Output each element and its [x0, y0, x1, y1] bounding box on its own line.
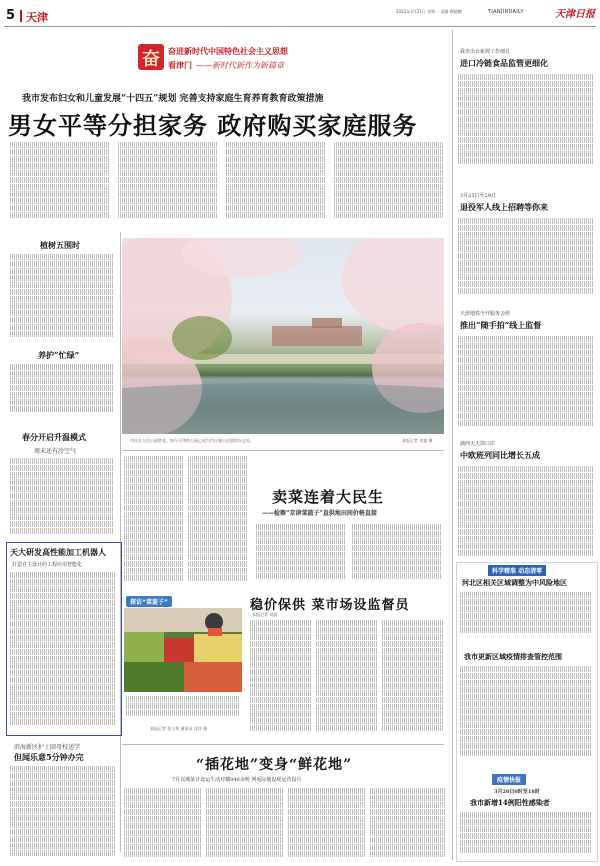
feature-text-e	[250, 620, 312, 736]
right-title-1: 进口冷链食品监管更细化	[460, 58, 548, 68]
feature-text-a	[124, 456, 184, 586]
right-kicker-2: 3月25日至29日	[460, 193, 496, 199]
right-text-3	[458, 336, 594, 432]
covid-banner: 疫情快报	[492, 774, 526, 785]
photo-caption: 市民在人民公园赏花。如今天津的公园已成为市民春日出游的好去处。	[130, 438, 254, 443]
feature-text-f	[316, 620, 378, 736]
feature-second-title: 稳价保供 菜市场设监督员	[250, 598, 410, 613]
boxed-title: 天大研发高性能加工机器人	[10, 547, 106, 557]
vegetable-photo	[124, 608, 242, 692]
feature-text-g	[382, 620, 444, 736]
left-item-title-3: 春分开启升温模式	[22, 432, 86, 442]
vegetable-art	[124, 608, 242, 692]
lead-text-col1	[10, 142, 110, 222]
header-divider-bar	[20, 10, 22, 22]
lead-kicker: 我市发布妇女和儿童发展“十四五”规划 完善支持家庭生育养育教育政策措施	[22, 94, 324, 104]
covid-item-1: 河北区相关区域调整为中风险地区	[462, 578, 567, 587]
right-title-3: 推出“随手拍”线上监督	[460, 320, 542, 330]
paper-name: 天津日报	[555, 9, 595, 20]
feature-bottom-rule	[122, 744, 444, 745]
lead-text-col4	[334, 142, 444, 222]
lead-text-col3	[226, 142, 326, 222]
right-text-4	[458, 466, 594, 556]
feature-subtitle: ——检察“京津菜篮子”直供地田间价格直接	[262, 510, 377, 517]
right-kicker-4: 滴西天天滨口岸	[460, 441, 496, 447]
covid-box-title: 科学精准 动态清零	[488, 565, 546, 576]
left-item-title-1: 植树五围时	[40, 240, 80, 250]
covid-text-3	[460, 812, 592, 856]
bottom-text-d	[370, 788, 446, 860]
covid-time: 3月20日0时至18时	[494, 789, 540, 795]
left-item-text-2	[10, 364, 114, 414]
left-item-subtitle-3: 周末还有冷空气	[34, 448, 77, 455]
banner-line2: 看津门	[168, 61, 192, 70]
cherry-blossom-photo	[122, 238, 444, 434]
feature-text-c	[256, 524, 346, 582]
photo-bottom-rule	[122, 450, 444, 451]
feature-title: 卖菜连着大民生	[272, 488, 385, 506]
right-text-1	[458, 74, 594, 164]
lead-headline: 男女平等分担家务 政府购买家庭服务	[8, 111, 418, 140]
page-number: 5	[6, 8, 16, 23]
covid-headline: 我市新增14例阳性感染者	[470, 798, 550, 807]
banner-top: 奋进新时代中国特色社会主义思想	[168, 47, 288, 56]
lead-text-col2	[118, 142, 218, 222]
bottom-title: “插花地”变身“鲜花地”	[196, 757, 353, 773]
sidebar-label: 探访“菜篮子”	[126, 596, 172, 607]
boxed-subtitle: 打造自主设计的工程应用智能化	[12, 562, 83, 568]
left-item-text-3	[10, 458, 114, 538]
covid-item-2: 我市更新区域疫情排查管控范围	[464, 652, 562, 661]
date-line: 2022年3月21日 星期一 责编:康晓鹏	[396, 9, 462, 14]
bottom-text-b	[206, 788, 284, 860]
feature-text-b	[188, 456, 248, 586]
header-rule	[4, 26, 596, 27]
feature-byline: 本报记者 刘晨	[252, 612, 278, 617]
sidebar-credit: 本报记者 张立伟 通讯员 洋洋 摄	[150, 726, 208, 731]
left-bottom-title: 但闻乐意5分钟办完	[14, 752, 84, 762]
left-bottom-kicker: 滨海新区护士回母校送学	[14, 744, 81, 751]
covid-text-1	[460, 592, 592, 636]
paper-pinyin: TIANJINDAILY	[488, 9, 524, 15]
photo-art	[122, 238, 444, 434]
left-bottom-text	[10, 766, 116, 860]
right-title-2: 退役军人线上招聘等你来	[460, 202, 548, 212]
left-item-title-2: 养护“忙绿”	[38, 350, 80, 360]
right-title-4: 中欧班列同比增长五成	[460, 450, 540, 460]
banner-sub: ——新时代新作为新篇章	[196, 61, 284, 70]
boxed-text	[10, 572, 116, 730]
banner-logo-char: 奋	[142, 49, 160, 70]
right-column-rule	[452, 30, 453, 860]
bottom-text-c	[288, 788, 366, 860]
right-text-2	[458, 218, 594, 296]
left-item-text-1	[10, 254, 114, 340]
bottom-subtitle: 7月以城某计设运生活对插940余吨 网返际地设现运营投月	[172, 777, 302, 783]
bottom-text-a	[124, 788, 202, 860]
feature-text-d	[352, 524, 442, 582]
covid-text-2	[460, 666, 592, 760]
photo-credit: 本报记者 刘童 摄	[402, 438, 433, 443]
sidebar-caption	[126, 696, 240, 722]
right-kicker-3: 天津地铁全开服务会班	[460, 311, 511, 317]
right-kicker-1: 我市出台新规工作细目	[460, 49, 511, 55]
section-name: 天津	[26, 11, 48, 24]
